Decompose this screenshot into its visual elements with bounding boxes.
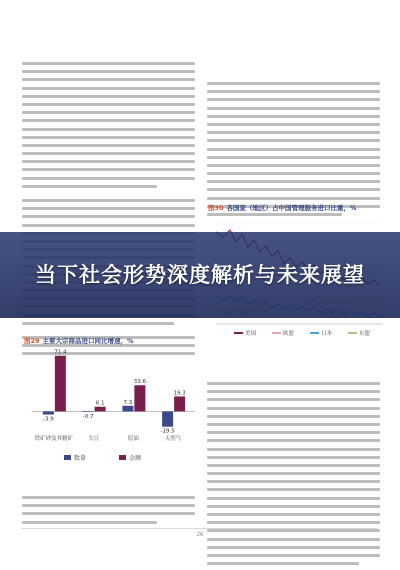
- bar-value-label: 33.6: [133, 379, 146, 386]
- figure-29: [24, 337, 199, 467]
- bar-category-label: 天然气: [164, 436, 182, 442]
- bar-legend-swatch: [119, 455, 126, 460]
- legend-eu: 欧盟: [283, 331, 295, 337]
- line-legend: [234, 329, 371, 337]
- right-text-column-bottom: [207, 382, 380, 570]
- figure-30-title: 图30 各国家（地区）占中国管理服务进口比重，%: [208, 204, 357, 212]
- bar-value-label: 19.3: [173, 390, 186, 397]
- bar-value-label: -0.7: [82, 414, 94, 421]
- bar-category-label: 大豆: [88, 436, 100, 442]
- bar-quantity-0: [43, 411, 54, 414]
- bar-chart-svg: [24, 345, 199, 465]
- bar-amount-3: [174, 396, 185, 411]
- banner-title: 当下社会形势深度解析与未来展望: [35, 263, 365, 287]
- legend-us: 美国: [245, 331, 257, 337]
- bar-quantity-1: [83, 411, 94, 412]
- bar-legend-label: 数量: [74, 455, 87, 462]
- bar-amount-2: [134, 385, 145, 411]
- bar-value-label: -3.9: [43, 416, 54, 423]
- bar-category-label: 原油: [127, 436, 139, 442]
- left-text-column-bottom: [22, 496, 195, 529]
- bar-legend-swatch: [64, 455, 71, 460]
- figure-29-title: 图29 主要大宗商品进口同比增速，%: [24, 337, 134, 345]
- bar-quantity-3: [162, 411, 173, 426]
- page-number: 26: [196, 532, 204, 538]
- right-text-column-top: [207, 82, 380, 221]
- bar-quantity-2: [122, 406, 133, 412]
- legend-asean: 东盟: [359, 331, 371, 337]
- bar-value-label: 6.1: [95, 400, 105, 407]
- bar-value-label: 71.4: [54, 349, 67, 356]
- bar-category-label: 铁矿砂及其精矿: [34, 436, 74, 442]
- bar-amount-0: [55, 356, 66, 412]
- bar-amount-1: [95, 407, 106, 412]
- legend-jp: 日本: [321, 331, 333, 337]
- bar-value-label: -19.5: [160, 428, 175, 435]
- title-banner: [0, 232, 400, 318]
- bar-value-label: 7.3: [123, 399, 133, 406]
- footer-rule: [22, 528, 378, 529]
- bar-legend-label: 金额: [129, 455, 142, 462]
